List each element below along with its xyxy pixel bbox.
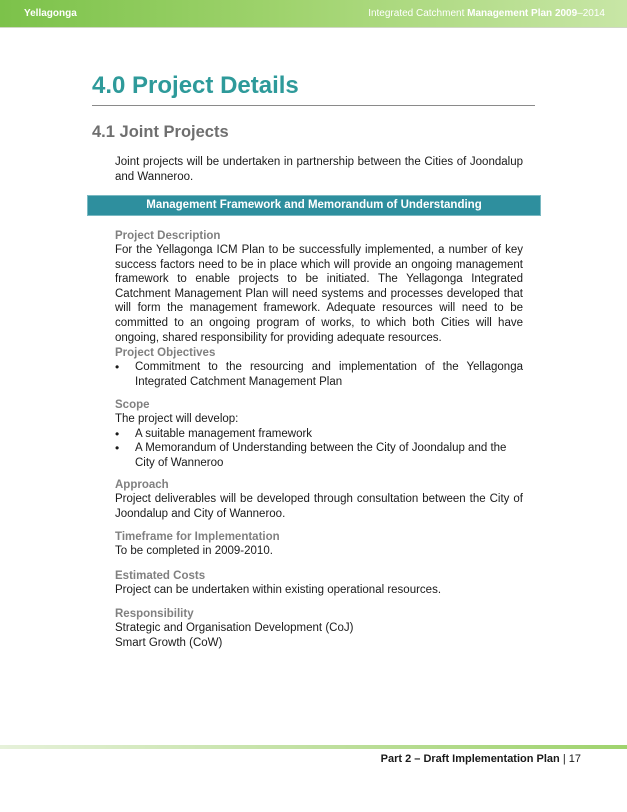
timeframe-label: Timeframe for Implementation (115, 531, 280, 543)
footer-band (0, 745, 627, 749)
page-title: 4.0 Project Details (92, 72, 299, 99)
scope-intro: The project will develop: (115, 413, 239, 425)
page-number: 17 (568, 753, 581, 765)
list-item: • Commitment to the resourcing and implementation of the Yellagonga Integrated Catchment Management Plan (115, 360, 523, 389)
objectives-block (115, 346, 523, 389)
intro-paragraph: Joint projects will be undertaken in partnership between the Cities of Joondalup and Wanneroo. (115, 156, 523, 183)
header-left-title: Yellagonga (24, 8, 77, 19)
header-right-strong: Management Plan 2009 (467, 8, 578, 19)
scope-list (115, 427, 523, 471)
description-label: Project Description (115, 230, 221, 242)
project-banner: Management Framework and Memorandum of Understanding (87, 195, 541, 216)
footer-part: Part 2 – Draft Implementation Plan (380, 753, 560, 765)
responsibility-line: Smart Growth (CoW) (115, 636, 223, 649)
approach-block (115, 478, 523, 521)
timeframe-block (115, 530, 523, 559)
scope-label: Scope (115, 399, 150, 411)
header-right-suffix: –2014 (577, 8, 605, 19)
section-subtitle: 4.1 Joint Projects (92, 123, 229, 141)
costs-label: Estimated Costs (115, 570, 206, 582)
list-item: • A suitable management framework (115, 427, 523, 442)
header-right-prefix: Integrated Catchment (368, 8, 468, 19)
description-text: For the Yellagonga ICM Plan to be successfully implemented, a number of key success factors need to be in place which will provide an ongoing management framework to enable projects to be initiated. The Yellagonga Integrated Catchment Management Plan will need systems and processes developed that will form the management framework. Adequate resources will need to be committed to an ongoing program of works, to which both Cities will have ongoing, shared responsibility for providing adequate resources. (115, 244, 523, 344)
timeframe-text: To be completed in 2009-2010. (115, 545, 273, 557)
costs-text: Project can be undertaken within existing operational resources. (115, 584, 442, 596)
responsibility-label: Responsibility (115, 608, 194, 620)
header-band (0, 0, 627, 27)
costs-block (115, 569, 523, 598)
footer-separator: | (559, 753, 569, 765)
approach-text: Project deliverables will be developed through consultation between the City of Joondalup and City of Wanneroo. (115, 493, 523, 520)
header-right-title (368, 8, 605, 19)
footer (381, 753, 581, 765)
responsibility-line: Strategic and Organisation Development (CoJ) (115, 622, 354, 634)
list-item: • A Memorandum of Understanding between the City of Joondalup and the City of Wanneroo (115, 441, 523, 470)
title-rule (92, 105, 535, 106)
approach-label: Approach (115, 479, 169, 491)
responsibility-block (115, 607, 523, 650)
description-block (115, 229, 523, 345)
objectives-label: Project Objectives (115, 347, 216, 359)
header-divider (0, 27, 627, 28)
objectives-list (115, 360, 523, 389)
scope-block (115, 398, 523, 470)
